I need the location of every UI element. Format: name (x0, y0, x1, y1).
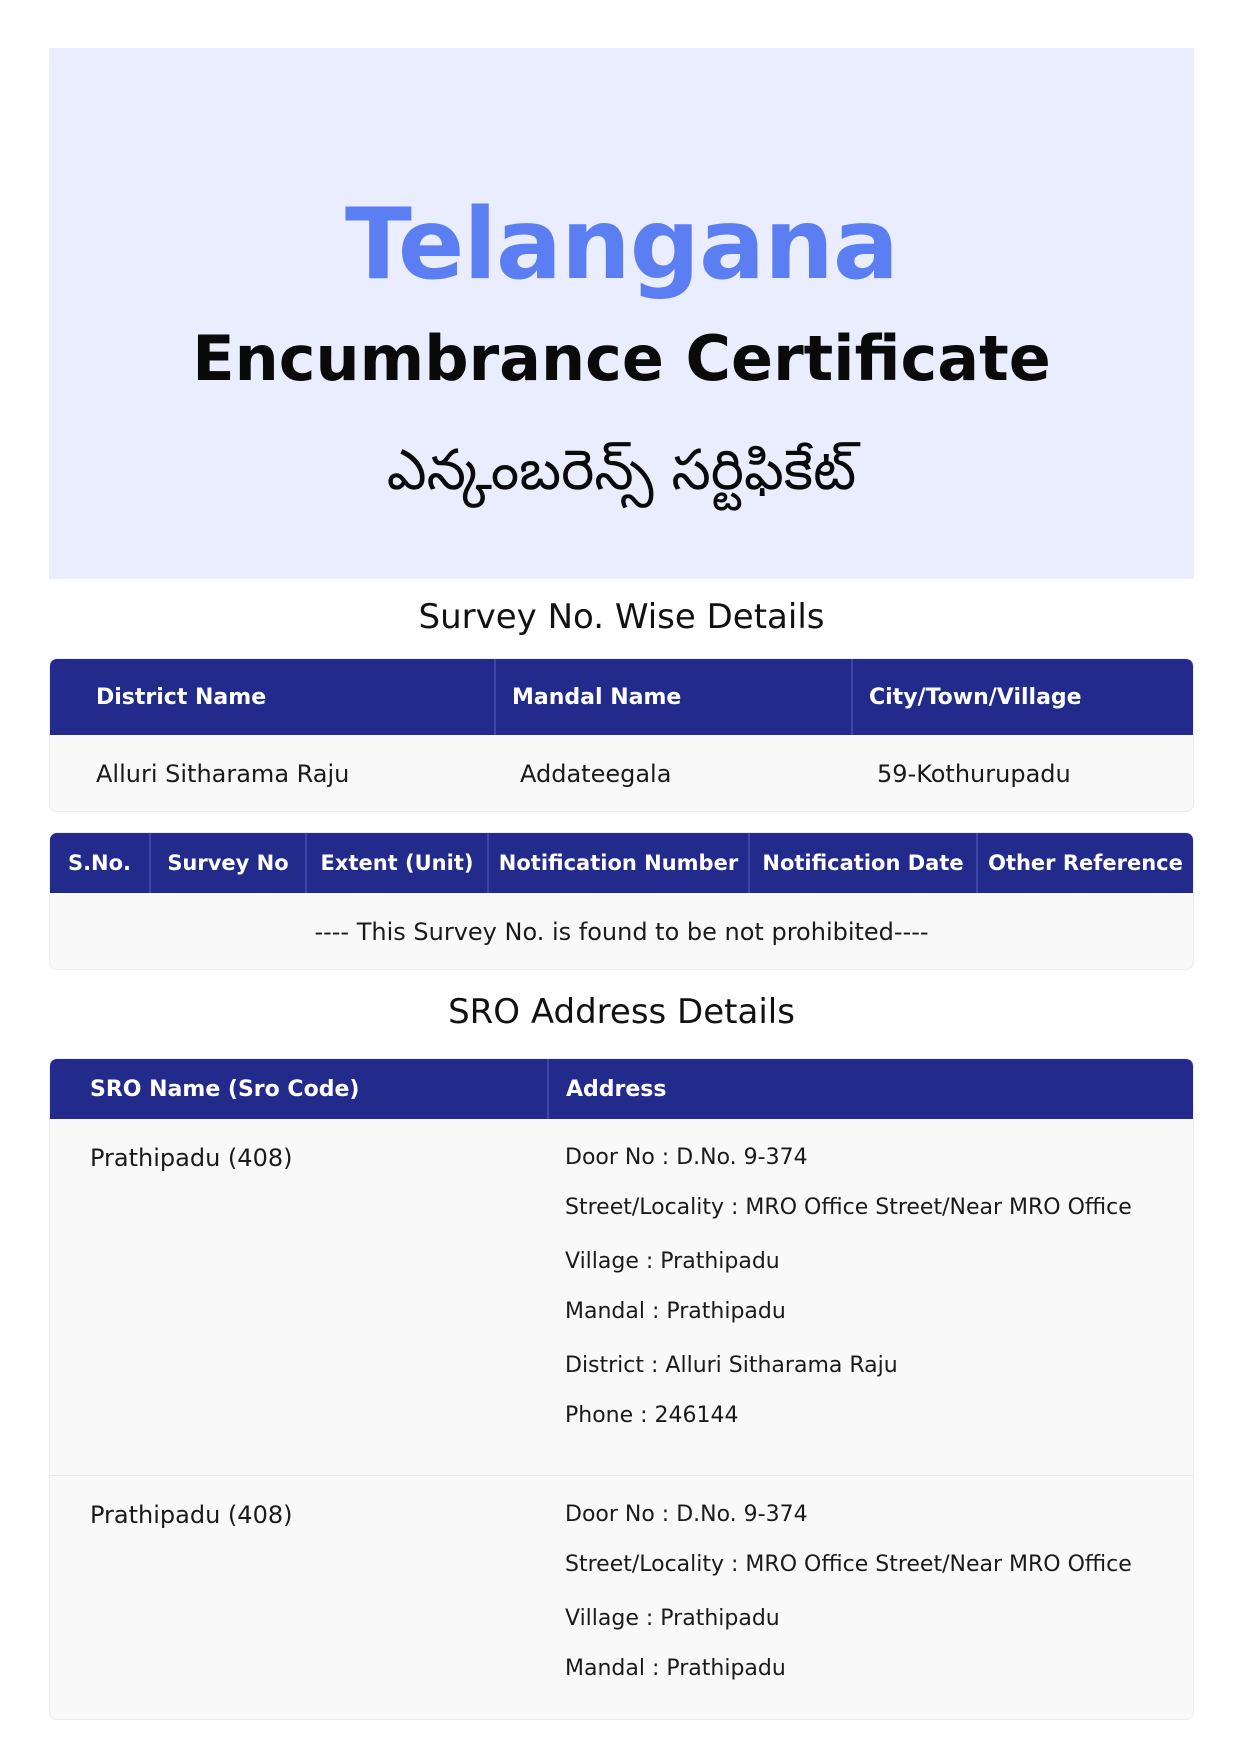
district-name-value: Alluri Sitharama Raju (96, 759, 350, 788)
survey-details-table (49, 658, 1194, 812)
state-title: Telangana (345, 188, 898, 302)
header-extent: Extent (Unit) (305, 833, 487, 893)
header-sro-name: SRO Name (Sro Code) (90, 1076, 360, 1102)
header-district-name: District Name (96, 684, 267, 710)
sro-address (547, 1500, 1193, 1719)
address-street: Street/Locality : MRO Office Street/Near MRO Office (565, 1195, 1132, 1220)
header-notification-date: Notification Date (748, 833, 976, 893)
table-row (50, 1119, 1193, 1475)
certificate-title: Encumbrance Certificate (192, 322, 1051, 395)
address-street: Street/Locality : MRO Office Street/Near MRO Office (565, 1552, 1132, 1577)
address-phone: Phone : 246144 (565, 1403, 739, 1428)
address-door-no: Door No : D.No. 9-374 (565, 1502, 808, 1527)
sro-address-table (49, 1058, 1194, 1720)
certificate-title-telugu: ఎన్కంబరెన్స్ సర్టిఫికేట్ (386, 438, 857, 503)
prohibition-status-note: ---- This Survey No. is found to be not prohibited---- (314, 917, 929, 946)
prohibition-table-header (50, 833, 1193, 893)
table-row (50, 1475, 1193, 1719)
survey-section-heading: Survey No. Wise Details (418, 597, 825, 637)
header-serial-number: S.No. (67, 851, 132, 875)
prohibition-table (49, 832, 1194, 970)
header-other-reference: Other Reference (976, 833, 1193, 893)
survey-table-header (50, 659, 1193, 735)
sro-section-heading: SRO Address Details (448, 992, 795, 1032)
mandal-name-value: Addateegala (520, 759, 672, 788)
address-door-no: Door No : D.No. 9-374 (565, 1145, 808, 1170)
address-mandal: Mandal : Prathipadu (565, 1656, 786, 1681)
sro-table-header (50, 1059, 1193, 1119)
sro-name: Prathipadu (408) (90, 1501, 293, 1529)
certificate-header (49, 48, 1194, 579)
sro-address (547, 1143, 1193, 1475)
header-notification-number: Notification Number (487, 833, 748, 893)
address-mandal: Mandal : Prathipadu (565, 1299, 786, 1324)
header-city-town-village: City/Town/Village (851, 659, 1193, 735)
header-mandal-name: Mandal Name (494, 659, 851, 735)
header-survey-no: Survey No (149, 833, 305, 893)
village-value: 59-Kothurupadu (877, 759, 1071, 788)
address-village: Village : Prathipadu (565, 1249, 780, 1274)
address-district: District : Alluri Sitharama Raju (565, 1353, 898, 1378)
sro-name: Prathipadu (408) (90, 1144, 293, 1172)
header-address: Address (547, 1059, 1193, 1119)
address-village: Village : Prathipadu (565, 1606, 780, 1631)
table-row (50, 735, 1193, 812)
